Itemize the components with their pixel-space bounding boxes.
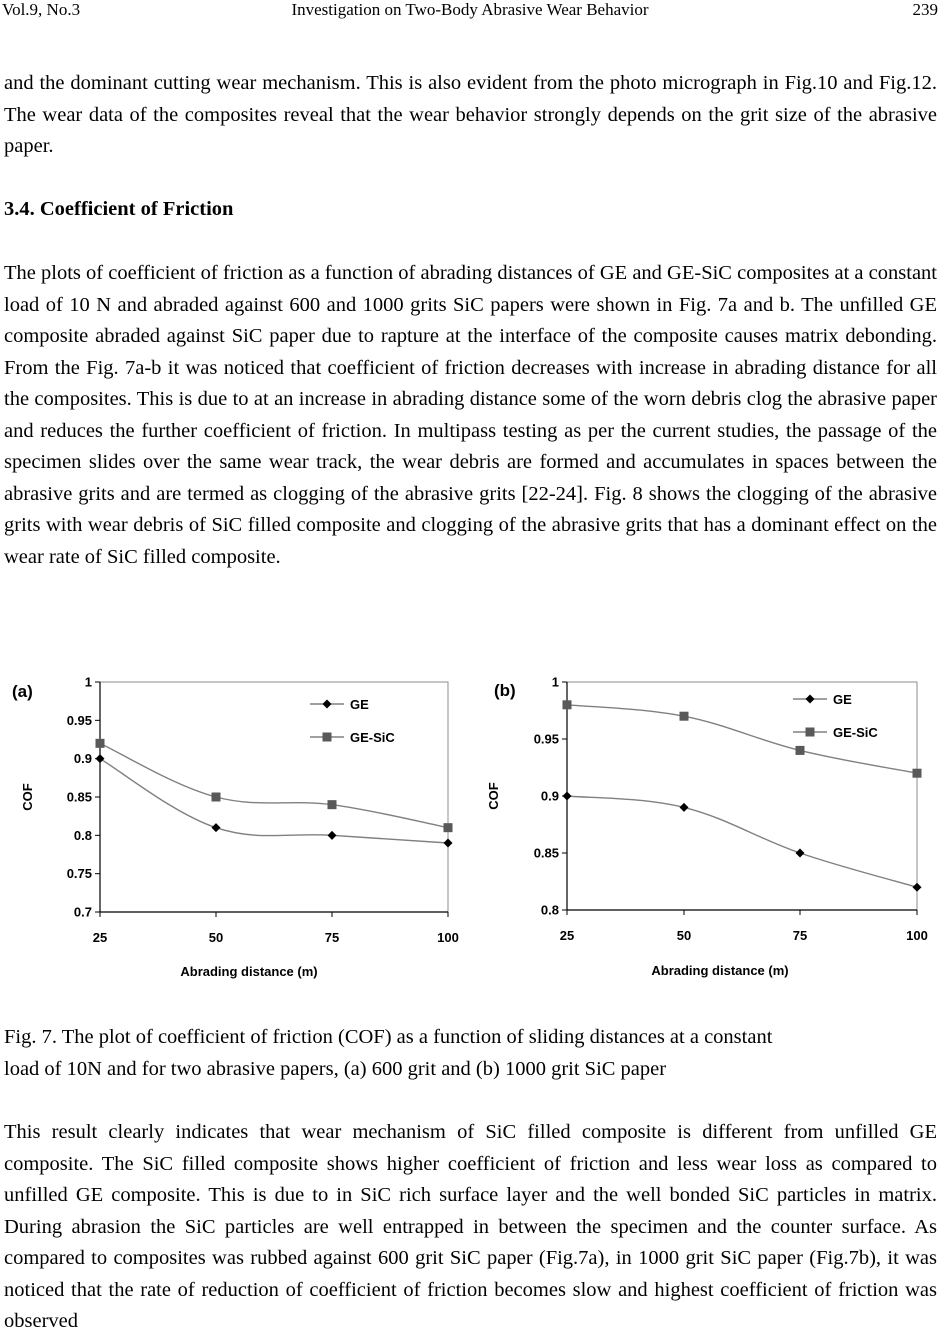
legend-label: GE — [833, 692, 852, 707]
plot-area-frame — [567, 682, 917, 910]
x-tick-label: 25 — [559, 928, 575, 943]
x-tick-label: 50 — [208, 930, 224, 945]
y-tick-label: 0.8 — [540, 902, 559, 918]
figure-7-charts — [0, 670, 940, 990]
y-axis-label: COF — [486, 782, 501, 810]
data-point-ge — [96, 754, 105, 763]
y-tick-label: 0.85 — [66, 789, 92, 805]
y-tick-label: 0.75 — [66, 866, 92, 882]
figure-7 — [0, 670, 940, 990]
legend-marker — [806, 695, 815, 704]
figure-caption — [4, 1022, 937, 1085]
y-tick-label: 0.9 — [73, 751, 92, 767]
journal-volume: Vol.9, No.3 — [2, 0, 81, 19]
caption-line-2: load of 10N and for two abrasive papers, (a) 600 grit and (b) 1000 grit SiC paper — [4, 1057, 667, 1080]
y-tick-label: 0.85 — [533, 845, 559, 861]
data-point-ge-sic — [913, 769, 922, 778]
page-header — [0, 0, 940, 24]
x-axis-label: Abrading distance (m) — [651, 963, 789, 978]
y-tick-label: 0.7 — [73, 904, 92, 920]
running-title: Investigation on Two-Body Abrasive Wear Behavior — [291, 0, 649, 19]
x-tick-label: 100 — [437, 930, 459, 945]
data-point-ge — [796, 849, 805, 858]
page-number: 239 — [912, 0, 938, 19]
data-point-ge — [328, 831, 337, 840]
y-axis-label: COF — [20, 783, 35, 811]
data-point-ge — [444, 839, 453, 848]
data-point-ge — [212, 823, 221, 832]
data-point-ge-sic — [444, 823, 453, 832]
x-tick-label: 75 — [792, 928, 808, 943]
section-heading: 3.4. Coefficient of Friction — [4, 198, 234, 220]
panel-label: (b) — [494, 681, 516, 700]
data-point-ge-sic — [328, 800, 337, 809]
series-line-ge-sic — [100, 743, 448, 827]
legend-marker — [323, 733, 332, 742]
y-tick-label: 1 — [84, 674, 92, 690]
y-tick-label: 0.95 — [66, 712, 92, 728]
chart-panel-b — [486, 675, 928, 979]
chart-panel-a — [12, 675, 459, 980]
paragraph-2: The plots of coefficient of friction as a function of abrading distances of GE and GE-SiC composites at a constant load of 10 N and abraded against 600 and 1000 grits SiC papers were shown in Fig. 7a and b. The unfilled GE composite abraded against SiC paper due to rapture at the interface of the composite causes matrix debonding. From the Fig. 7a-b it was noticed that coefficient of friction decreases with increase in abrading distance for all the composites. This is due to at an increase in abrading distance some of the worn debris clog the abrasive paper and reduces the further coefficient of friction. In multipass testing as per the current studies, the passage of the specimen slides over the same wear track, the wear debris are formed and accumulates in spaces between the abrasive grits and are termed as clogging of the abrasive grits [22-24]. Fig. 8 shows the clogging of the abrasive grits with wear debris of SiC filled composite and clogging of the abrasive grits that has a dominant effect on the wear rate of SiC filled composite. — [4, 262, 937, 568]
x-tick-label: 25 — [92, 930, 108, 945]
y-tick-label: 0.95 — [533, 731, 559, 747]
panel-label: (a) — [12, 682, 33, 701]
data-point-ge — [563, 792, 572, 801]
x-tick-label: 75 — [324, 930, 340, 945]
paragraph-3: This result clearly indicates that wear mechanism of SiC filled composite is different from unfilled GE composite. The SiC filled composite shows higher coefficient of friction and less wear loss as compared to unfilled GE composite. This is due to in SiC rich surface layer and the well bonded SiC particles in matrix. During abrasion the SiC particles are well entrapped in between the specimen and the counter surface. As compared to composites was rubbed against 600 grit SiC paper (Fig.7a), in 1000 grit SiC paper (Fig.7b), it was noticed that the rate of reduction of coefficient of friction becomes slow and highest coefficient of friction was observed — [4, 1121, 937, 1332]
x-tick-label: 50 — [676, 928, 692, 943]
data-point-ge-sic — [212, 793, 221, 802]
legend-label: GE — [350, 697, 369, 712]
x-axis-label: Abrading distance (m) — [180, 964, 318, 979]
y-tick-label: 0.8 — [73, 827, 92, 843]
plot-area-frame — [100, 682, 448, 912]
caption-line-1: Fig. 7. The plot of coefficient of friction (COF) as a function of sliding distances at a constant — [4, 1026, 773, 1048]
data-point-ge-sic — [96, 739, 105, 748]
x-tick-label: 100 — [906, 928, 928, 943]
data-point-ge-sic — [563, 700, 572, 709]
legend-marker — [806, 728, 815, 737]
y-tick-label: 1 — [551, 674, 559, 690]
data-point-ge — [913, 883, 922, 892]
y-tick-label: 0.9 — [540, 788, 559, 804]
legend-label: GE-SiC — [350, 730, 395, 745]
legend-label: GE-SiC — [833, 725, 878, 740]
data-point-ge-sic — [796, 746, 805, 755]
data-point-ge — [680, 803, 689, 812]
legend-marker — [323, 700, 332, 709]
data-point-ge-sic — [680, 712, 689, 721]
paragraph-1: and the dominant cutting wear mechanism. This is also evident from the photo micrograph in Fig.10 and Fig.12. The wear data of the composites reveal that the wear behavior strongly depends on the grit size of the abrasive paper. — [4, 72, 937, 157]
series-line-ge — [567, 796, 917, 887]
